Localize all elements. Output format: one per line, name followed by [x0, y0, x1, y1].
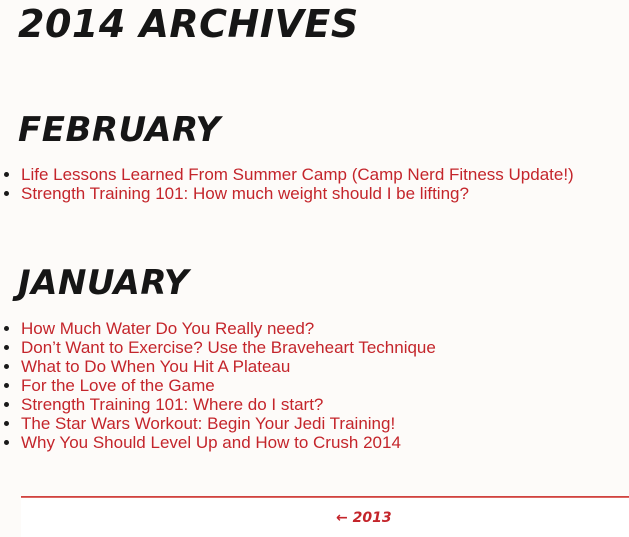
post-link[interactable]: Don’t Want to Exercise? Use the Braveheart Technique — [21, 338, 436, 357]
month-heading-february: FEBRUARY — [18, 110, 221, 150]
post-link[interactable]: Strength Training 101: How much weight should I be lifting? — [21, 184, 469, 203]
post-link[interactable]: Why You Should Level Up and How to Crush 2014 — [21, 433, 401, 452]
post-link[interactable]: Life Lessons Learned From Summer Camp (Camp Nerd Fitness Update!) — [21, 165, 574, 184]
list-item — [21, 319, 436, 338]
list-item — [21, 338, 436, 357]
post-link[interactable]: The Star Wars Workout: Begin Your Jedi Training! — [21, 414, 396, 433]
post-list-february — [0, 165, 574, 203]
list-item — [21, 395, 436, 414]
list-item — [21, 376, 436, 395]
list-item — [21, 433, 436, 452]
list-item — [21, 357, 436, 376]
list-item — [21, 184, 574, 203]
previous-year-link[interactable]: ← 2013 — [336, 510, 392, 526]
post-link[interactable]: How Much Water Do You Really need? — [21, 319, 315, 338]
post-link[interactable]: Strength Training 101: Where do I start? — [21, 395, 324, 414]
post-link[interactable]: For the Love of the Game — [21, 376, 215, 395]
page-title: 2014 ARCHIVES — [18, 2, 359, 46]
post-link[interactable]: What to Do When You Hit A Plateau — [21, 357, 291, 376]
list-item — [21, 165, 574, 184]
pagination-bar — [21, 498, 629, 537]
post-list-january — [0, 319, 436, 452]
list-item — [21, 414, 436, 433]
month-heading-january: JANUARY — [18, 263, 189, 303]
